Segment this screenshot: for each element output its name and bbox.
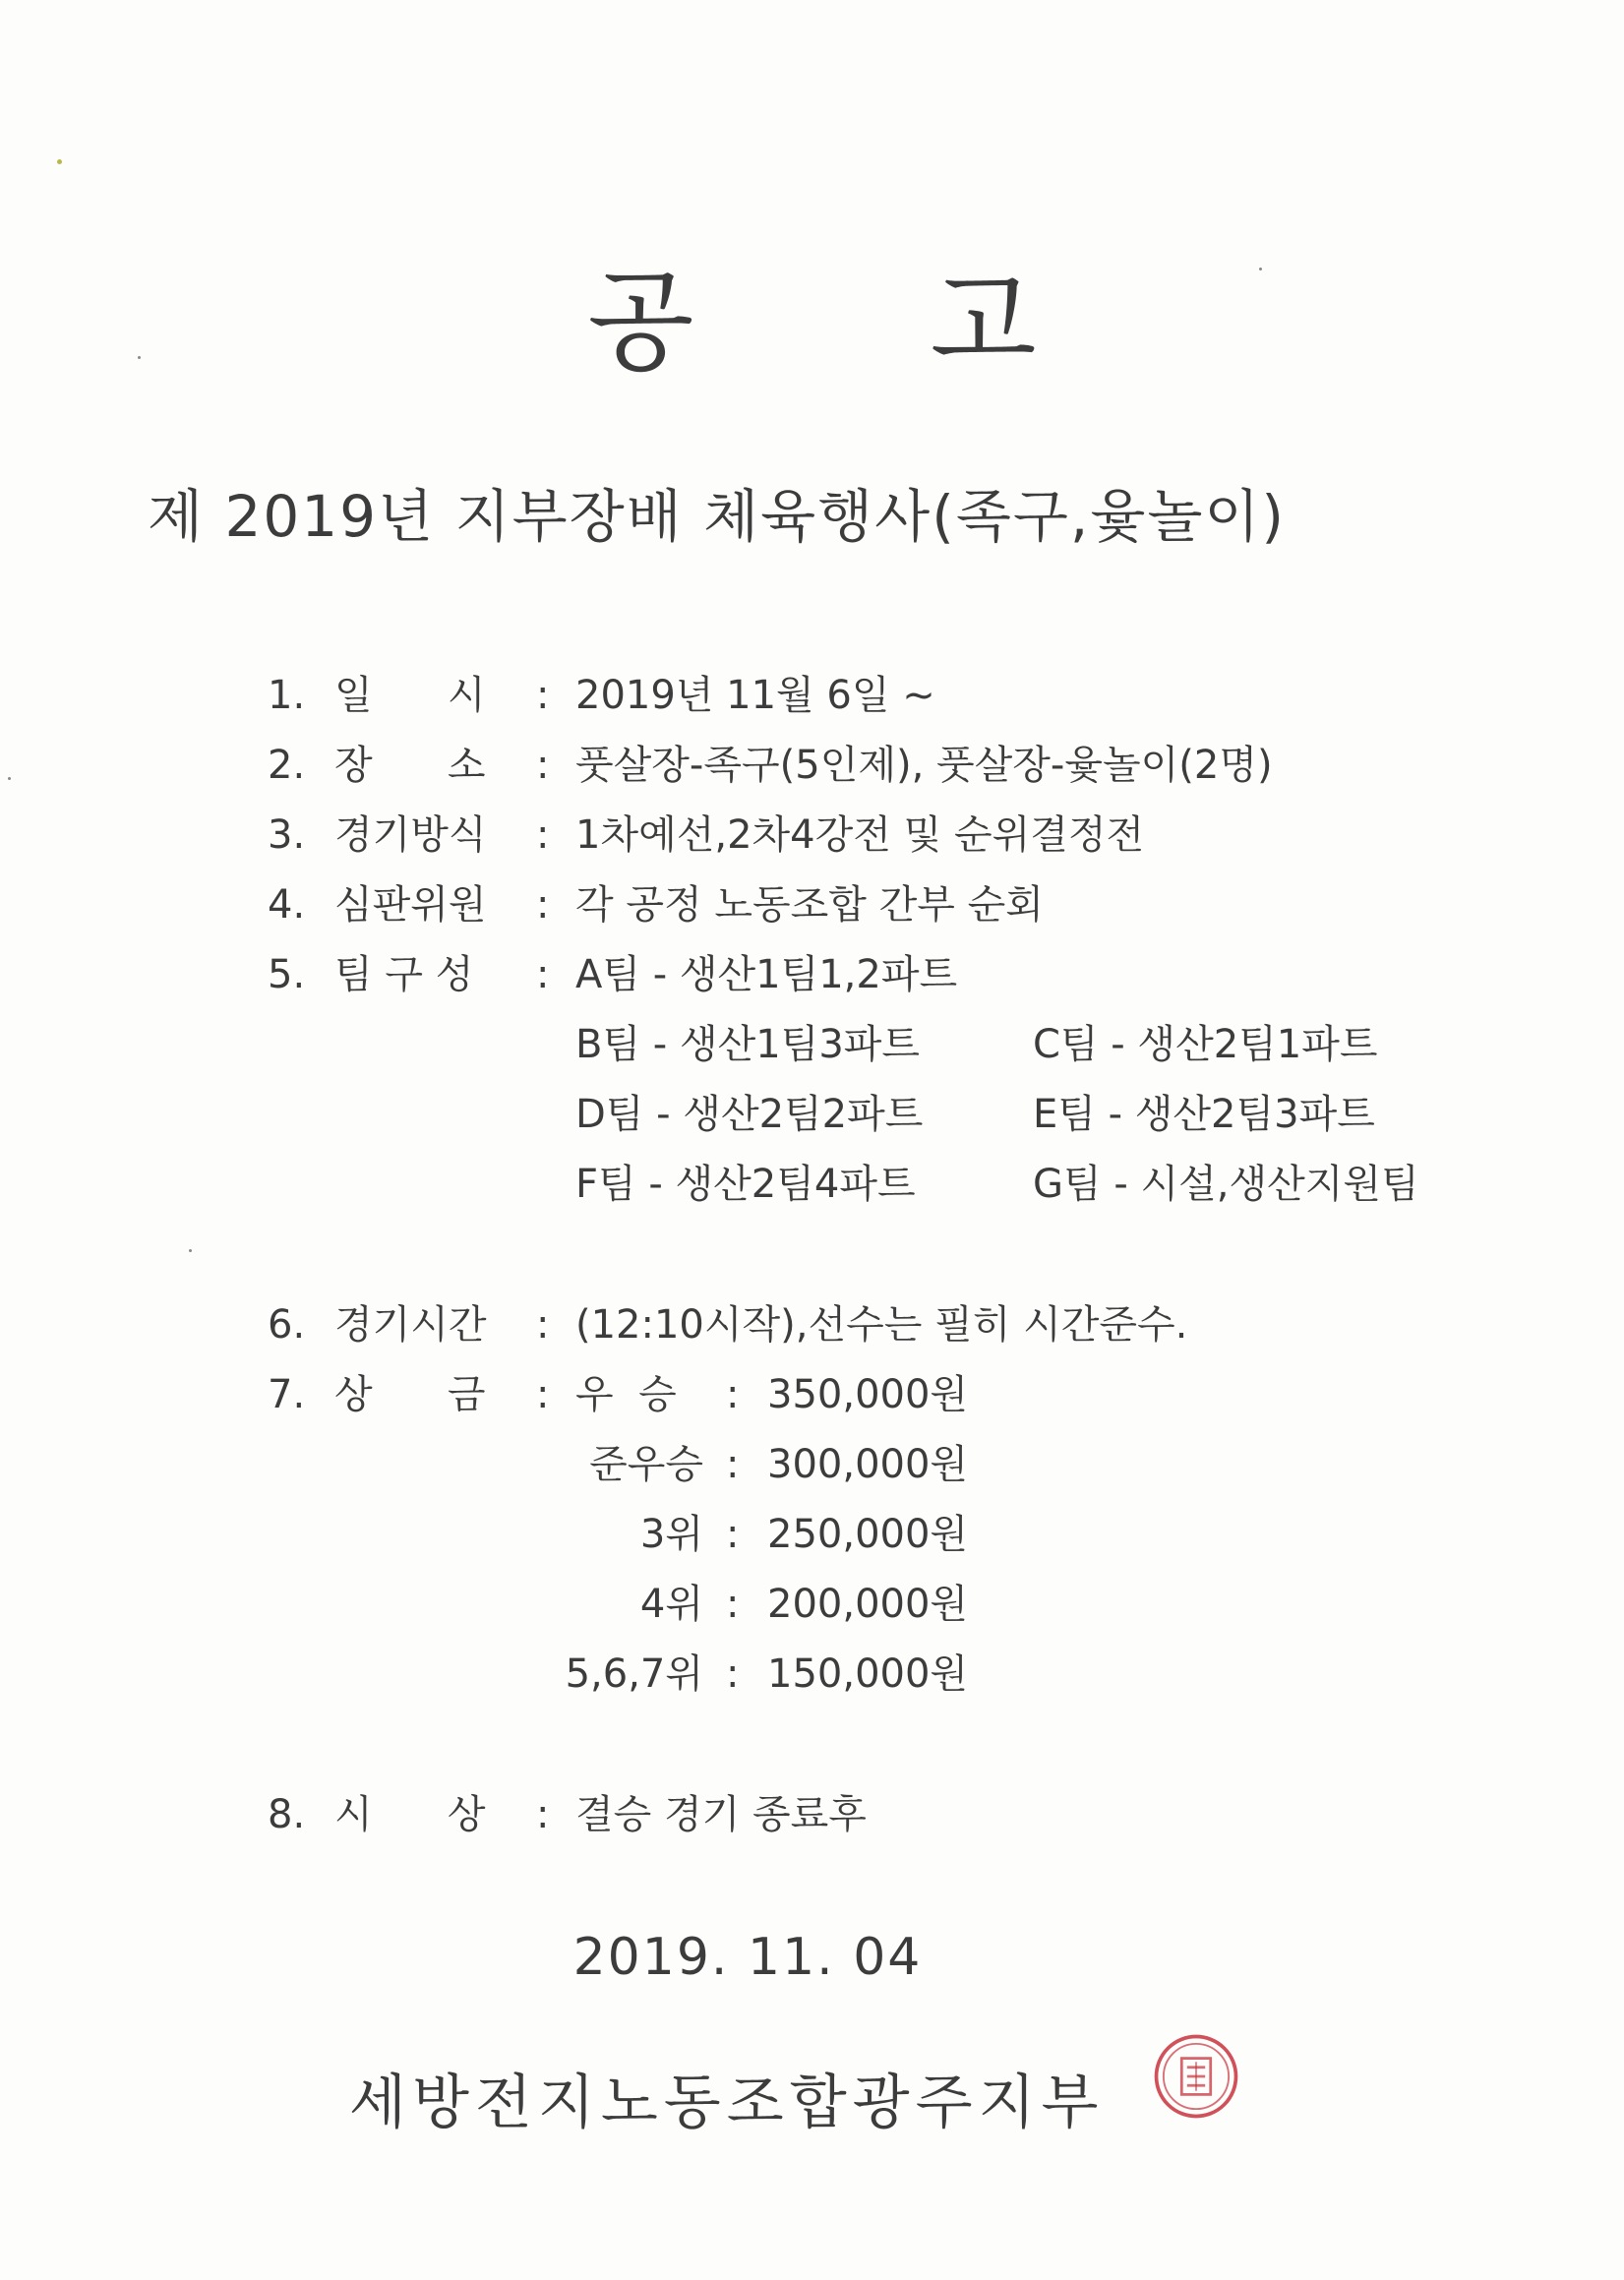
union-seal-icon: [1151, 2031, 1241, 2122]
item-colon: :: [536, 673, 550, 718]
item-number: 1.: [268, 673, 306, 718]
item-label: 장 소: [334, 743, 486, 788]
title-char-1: 공: [587, 259, 694, 387]
team-left: B팀 - 생산1팀3파트: [575, 1022, 921, 1067]
item-number: 5.: [268, 952, 306, 997]
prize-colon: :: [726, 1512, 740, 1557]
prize-rank: 3위: [639, 1512, 703, 1557]
item-colon: :: [536, 1792, 550, 1837]
prize-amount: 250,000원: [767, 1512, 969, 1557]
item-row-place: [0, 741, 1624, 790]
prize-rank: 5,6,7위: [565, 1651, 703, 1697]
item-number: 3.: [268, 812, 306, 858]
item-value: 2019년 11월 6일 ~: [575, 673, 935, 718]
item-row-award: [0, 1790, 1624, 1839]
team-left: D팀 - 생산2팀2파트: [575, 1092, 924, 1137]
title-char-2: 고: [930, 259, 1037, 387]
notice-title: [0, 234, 1624, 392]
item-colon: :: [536, 1302, 550, 1348]
prize-colon: :: [726, 1651, 740, 1697]
item-label: 팀 구 성: [334, 952, 474, 997]
item-label: 경기시간: [334, 1302, 487, 1348]
team-right: C팀 - 생산2팀1파트: [1033, 1022, 1378, 1067]
item-number: 2.: [268, 743, 306, 788]
item-colon: :: [536, 812, 550, 858]
item-row-teams: [0, 950, 1624, 999]
scan-speck: [8, 777, 11, 780]
prize-amount: 150,000원: [767, 1651, 969, 1697]
item-row-time: [0, 1300, 1624, 1350]
scan-speck: [57, 159, 62, 164]
prize-rank: 준우승: [589, 1442, 703, 1487]
item-row-prize: [0, 1370, 1624, 1419]
item-label: 상 금: [334, 1372, 486, 1417]
item-label: 심판위원: [334, 882, 487, 928]
item-row-referee: [0, 880, 1624, 930]
notice-date: 2019. 11. 04: [572, 1928, 923, 1987]
prize-colon: :: [726, 1442, 740, 1487]
team-right: E팀 - 생산2팀3파트: [1033, 1092, 1375, 1137]
scan-speck: [138, 356, 141, 359]
prize-colon: :: [726, 1372, 740, 1417]
prize-row: [0, 1650, 1624, 1699]
item-label: 시 상: [334, 1792, 486, 1837]
item-value: 1차예선,2차4강전 및 순위결정전: [575, 812, 1145, 858]
prize-amount: 350,000원: [767, 1372, 969, 1417]
team-row: [0, 1020, 1624, 1069]
item-label: 경기방식: [334, 812, 487, 858]
event-subtitle: 제 2019년 지부장배 체육행사(족구,윷놀이): [148, 483, 1287, 550]
prize-row: [0, 1580, 1624, 1629]
organization-name: 세방전지노동조합광주지부: [349, 2069, 1105, 2137]
prize-amount: 300,000원: [767, 1442, 969, 1487]
scan-speck: [1259, 268, 1262, 270]
item-value: A팀 - 생산1팀1,2파트: [575, 952, 958, 997]
team-left: F팀 - 생산2팀4파트: [575, 1162, 916, 1207]
item-colon: :: [536, 952, 550, 997]
team-row: [0, 1160, 1624, 1209]
scan-speck: [189, 1249, 192, 1252]
team-row: [0, 1090, 1624, 1139]
prize-row: [0, 1510, 1624, 1559]
item-row-method: [0, 810, 1624, 860]
item-row-date: [0, 671, 1624, 720]
item-number: 4.: [268, 882, 306, 928]
item-number: 7.: [268, 1372, 306, 1417]
item-number: 8.: [268, 1792, 306, 1837]
item-value: 풋살장-족구(5인제), 풋살장-윷놀이(2명): [575, 743, 1273, 788]
item-number: 6.: [268, 1302, 306, 1348]
prize-row: [0, 1440, 1624, 1489]
prize-rank: 우 승: [575, 1372, 677, 1417]
item-value: 결승 경기 종료후: [575, 1792, 867, 1837]
item-value: 각 공정 노동조합 간부 순회: [575, 882, 1044, 928]
item-colon: :: [536, 743, 550, 788]
item-colon: :: [536, 1372, 550, 1417]
prize-rank: 4위: [639, 1582, 703, 1627]
team-right: G팀 - 시설,생산지원팀: [1033, 1162, 1419, 1207]
prize-colon: :: [726, 1582, 740, 1627]
item-colon: :: [536, 882, 550, 928]
item-label: 일 시: [334, 673, 486, 718]
item-value: (12:10시작),선수는 필히 시간준수.: [575, 1302, 1188, 1348]
prize-amount: 200,000원: [767, 1582, 969, 1627]
